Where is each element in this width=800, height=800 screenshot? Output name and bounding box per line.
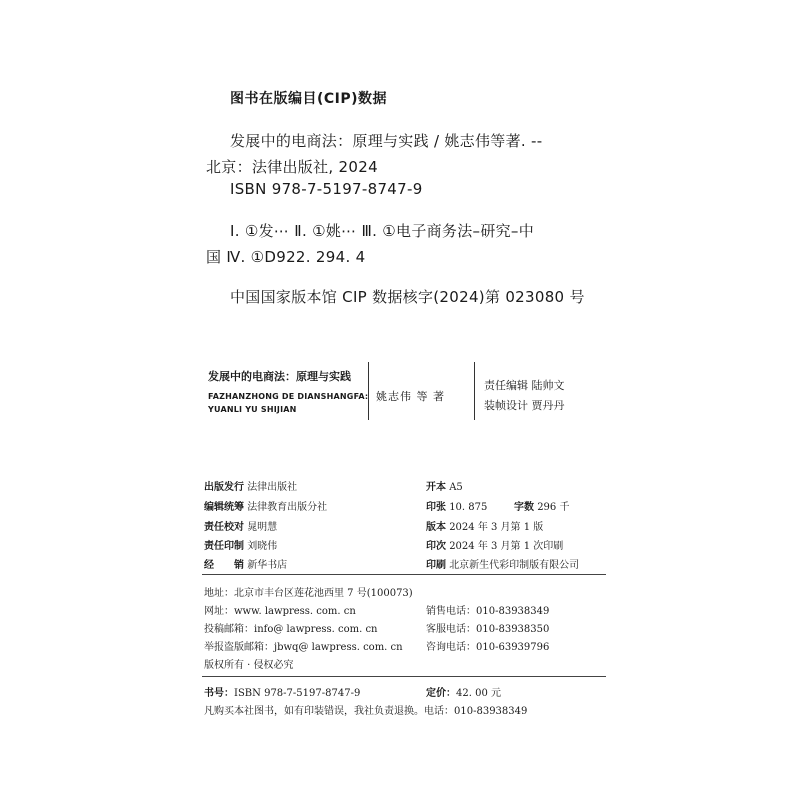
info-edition: 版本 2024 年 3 月第 1 版	[426, 522, 544, 533]
cip-title: 图书在版编目(CIP)数据	[230, 91, 388, 107]
contact-website: 网址：www. lawpress. com. cn	[204, 606, 356, 617]
cip-line-2: 北京：法律出版社, 2024	[206, 158, 378, 176]
divider-1	[368, 362, 369, 420]
info-sheets: 印张 10. 875	[426, 502, 488, 513]
contact-rights: 版权所有 · 侵权必究	[204, 660, 294, 671]
info-proofreader: 责任校对 晁明慧	[204, 522, 278, 533]
book-author: 姚志伟 等 著	[376, 390, 445, 403]
book-pinyin-2: YUANLI YU SHIJIAN	[208, 405, 297, 414]
info-publisher: 出版发行 法律出版社	[204, 482, 298, 493]
cip-line-4: Ⅰ. ①发⋯ Ⅱ. ①姚⋯ Ⅲ. ①电子商务法–研究–中	[230, 222, 535, 240]
cip-line-1: 发展中的电商法：原理与实践 / 姚志伟等著. --	[230, 132, 543, 150]
contact-service: 客服电话：010-83938350	[426, 624, 550, 635]
footer-isbn: 书号：ISBN 978-7-5197-8747-9	[204, 688, 361, 699]
contact-consult: 咨询电话：010-63939796	[426, 642, 550, 653]
cip-line-6: 中国国家版本馆 CIP 数据核字(2024)第 023080 号	[230, 288, 585, 306]
info-distributor: 经 销 新华书店	[204, 560, 288, 571]
separator-2	[202, 676, 606, 677]
contact-address: 地址：北京市丰台区莲花池西里 7 号(100073)	[204, 588, 413, 599]
footer-notice: 凡购买本社图书，如有印装错误，我社负责退换。电话：010-83938349	[204, 706, 528, 717]
contact-submission: 投稿邮箱：info@ lawpress. com. cn	[204, 624, 378, 635]
info-format: 开本 A5	[426, 482, 463, 493]
info-printing-manager: 责任印制 刘晓伟	[204, 541, 278, 552]
book-title: 发展中的电商法：原理与实践	[208, 370, 351, 383]
info-editorial: 编辑统筹 法律教育出版分社	[204, 502, 328, 513]
book-designer: 装帧设计 贾丹丹	[484, 399, 565, 412]
separator-1	[202, 574, 606, 575]
contact-sales: 销售电话：010-83938349	[426, 606, 550, 617]
divider-2	[474, 362, 475, 420]
info-word-count: 字数 296 千	[514, 502, 570, 513]
info-printer: 印刷 北京新生代彩印制版有限公司	[426, 560, 580, 571]
book-pinyin-1: FAZHANZHONG DE DIANSHANGFA:	[208, 392, 369, 401]
footer-price: 定价：42. 00 元	[426, 688, 501, 699]
contact-report: 举报盗版邮箱：jbwq@ lawpress. com. cn	[204, 642, 403, 653]
cip-line-3: ISBN 978-7-5197-8747-9	[230, 180, 423, 198]
info-impression: 印次 2024 年 3 月第 1 次印刷	[426, 541, 564, 552]
cip-line-5: 国 Ⅳ. ①D922. 294. 4	[206, 248, 366, 266]
book-editor: 责任编辑 陆帅文	[484, 379, 565, 392]
